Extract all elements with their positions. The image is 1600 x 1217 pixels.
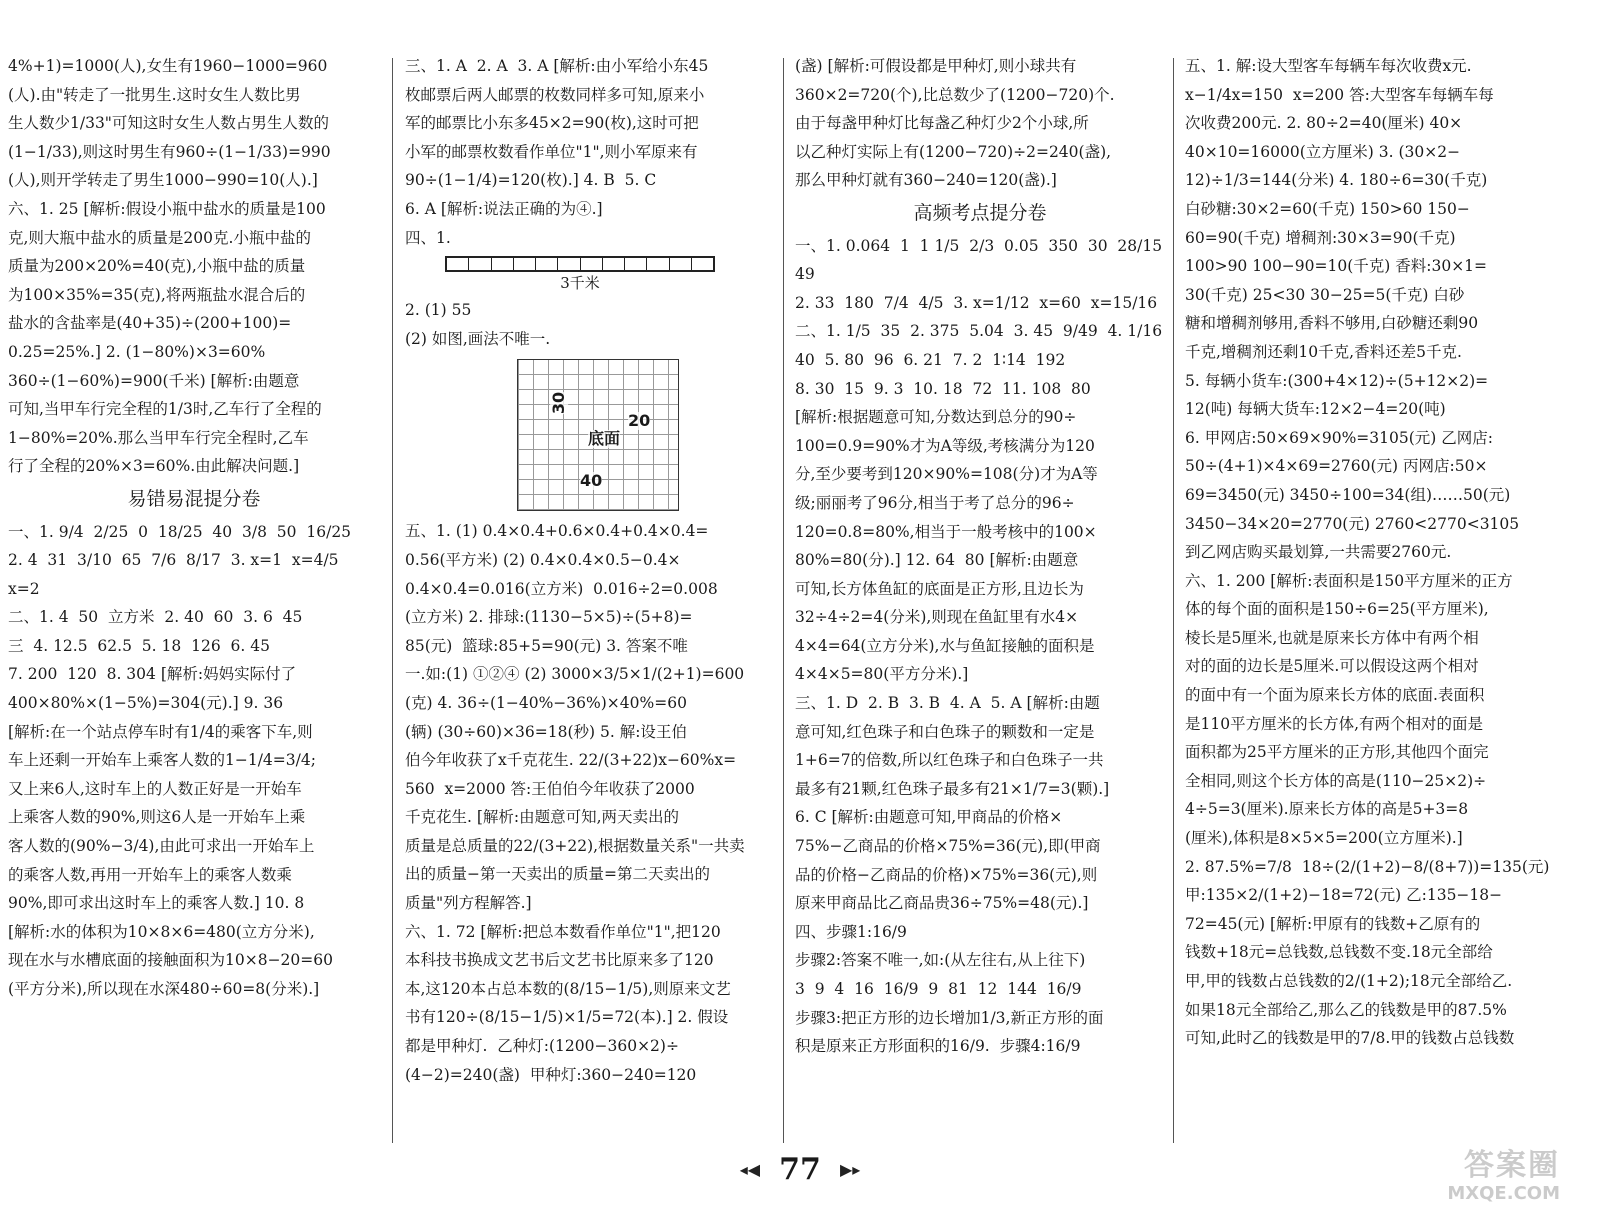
scale-bar-label: 3千米 (560, 274, 600, 293)
text-line: 六、1. 72 [解析:把总本数看作单位"1",把120 (405, 922, 721, 941)
text-line: 可知,此时乙的钱数是甲的7/8.甲的钱数占总钱数 (1185, 1029, 1515, 1048)
text-line: 5. 每辆小货车:(300+4×12)÷(5+12×2)= (1185, 371, 1489, 390)
section-heading: 易错易混提分卷 (127, 487, 261, 510)
text-line: x=2 (8, 579, 40, 598)
text-line: 400×80%×(1−5%)=304(元).] 9. 36 (8, 694, 284, 713)
text-line: 出的质量−第一天卖出的质量=第二天卖出的 (405, 865, 710, 884)
text-line: 五、1. 解:设大型客车每辆车每次收费x元. (1185, 57, 1472, 75)
grid-label: 20 (628, 411, 651, 431)
text-line: 的乘客人数,再用一开始车上的乘客人数乘 (8, 865, 292, 884)
text-line: [解析:根据题意可知,分数达到总分的90÷ (795, 408, 1077, 427)
text-line: (平方分米),所以现在水深480÷60=8(分米).] (8, 980, 320, 998)
text-line: 质量"列方程解答.] (405, 894, 532, 913)
text-line: 品的价格−乙商品的价格)×75%=36(元),则 (795, 865, 1098, 884)
text-line: 0.4×0.4=0.016(立方米) 0.016÷2=0.008 (405, 579, 718, 598)
text-line: 棱长是5厘米,也就是原来长方体中有两个相 (1185, 628, 1479, 647)
scale-bar-figure (445, 256, 715, 294)
text-line: 40 5. 80 96 6. 21 7. 2 1∶14 192 (795, 350, 1066, 369)
text-line: 7. 200 120 8. 304 [解析:妈妈实际付了 (8, 665, 297, 684)
text-line: 客人数的(90%−3/4),由此可求出一开始车上 (8, 837, 315, 856)
text-line: 30(千克) 25<30 30−25=5(千克) 白砂 (1185, 285, 1465, 304)
text-line: 以乙种灯实际上有(1200−720)÷2=240(盏), (795, 142, 1112, 161)
text-line: 四、步骤1:16/9 (795, 922, 907, 941)
text-line: 4×4=64(立方分米),水与鱼缸接触的面积是 (795, 636, 1095, 655)
text-line: 现在水与水槽底面的接触面积为10×8−20=60 (8, 951, 333, 970)
text-line: 3450−34×20=2770(元) 2760<2770<3105 (1185, 514, 1520, 533)
text-line: 69=3450(元) 3450÷100=34(组)……50(元) (1185, 485, 1511, 504)
grid-label: 底面 (588, 429, 621, 449)
col2-lines-2 (405, 517, 775, 1089)
text-line: 面积都为25平方厘米的正方形,其他四个面完 (1185, 743, 1489, 762)
column-divider (1173, 58, 1174, 1143)
text-line: 是110平方厘米的长方体,有两个相对的面是 (1185, 714, 1484, 733)
text-line: 120=0.8=80%,相当于一般考核中的100× (795, 522, 1097, 541)
text-line: 糖和增稠剂够用,香料不够用,白砂糖还剩90 (1185, 314, 1479, 333)
text-line: 三 4. 12.5 62.5 5. 18 126 6. 45 (8, 636, 270, 655)
text-line: 一、1. 0.064 1 1 1/5 2/3 0.05 350 30 28/15 49 (795, 236, 1172, 284)
text-line: 4×4×5=80(平方分米).] (795, 665, 969, 684)
text-line: 克,则大瓶中盐水的质量是200克.小瓶中盐的 (8, 228, 311, 247)
text-line: (盏) [解析:可假设都是甲种灯,则小球共有 (795, 57, 1077, 75)
text-line: (1−1/33),则这时男生有960÷(1−1/33)=990 (8, 142, 331, 161)
text-line: 五、1. (1) 0.4×0.4+0.6×0.4+0.4×0.4= (405, 522, 709, 541)
section-heading: 高频考点提分卷 (913, 201, 1047, 224)
text-line: 100=0.9=90%才为A等级,考核满分为120 (795, 436, 1095, 455)
text-line: 又上来6人,这时车上的人数正好是一开始车 (8, 779, 302, 798)
text-line: 对的面的边长是5厘米.可以假设这两个相对 (1185, 657, 1479, 676)
column-2 (405, 52, 775, 1142)
text-line: 360×2=720(个),比总数少了(1200−720)个. (795, 85, 1115, 104)
text-line: 32÷4÷2=4(分米),则现在鱼缸里有水4× (795, 608, 1079, 627)
text-line: (辆) (30÷60)×36=18(秒) 5. 解:设王伯 (405, 722, 687, 741)
text-line: 二、1. 1/5 35 2. 375 5.04 3. 45 9/49 4. 1/16 (795, 322, 1163, 341)
text-line: 6. C [解析:由题意可知,甲商品的价格× (795, 808, 1063, 827)
grid-label: 40 (580, 471, 603, 491)
text-line: 80%=80(分).] 12. 64 80 [解析:由题意 (795, 551, 1079, 570)
text-line: 车上还剩一开始车上乘客人数的1−1/4=3/4; (8, 751, 316, 770)
column-3 (795, 52, 1172, 1142)
col2-lines-mid (405, 296, 775, 353)
text-line: 白砂糖:30×2=60(千克) 150>60 150− (1185, 199, 1470, 218)
text-line: 40×10=16000(立方厘米) 3. (30×2− (1185, 142, 1461, 161)
text-line: 3 9 4 16 16/9 9 81 12 144 16/9 (795, 980, 1082, 998)
text-line: 6. A [解析:说法正确的为④.] (405, 199, 603, 218)
grid-label: 30 (549, 392, 569, 415)
text-line: 伯今年收获了x千克花生. 22/(3+22)x−60%x= (405, 751, 737, 770)
text-line: 2. 87.5%=7/8 18÷(2/(1+2)−8/(8+7))=135(元) (1185, 857, 1550, 876)
column-divider (783, 58, 784, 1143)
col3-lines (795, 52, 1165, 195)
text-line: 步骤2:答案不唯一,如:(从左往右,从上往下) (795, 951, 1086, 970)
text-line: 为100×35%=35(克),将两瓶盐水混合后的 (8, 285, 306, 304)
text-line: 1+6=7的倍数,所以红色珠子和白色珠子一共 (795, 751, 1104, 770)
col3-lines-2 (795, 232, 1172, 1061)
text-line: 12(吨) 每辆大货车:12×2−4=20(吨) (1185, 400, 1446, 419)
text-line: 质量是总质量的22/(3+22),根据数量关系"一共卖 (405, 836, 745, 855)
col4-lines (1185, 52, 1560, 1053)
text-line: 行了全程的20%×3=60%.由此解决问题.] (8, 457, 300, 476)
text-line: 72=45(元) [解析:甲原有的钱数+乙原有的 (1185, 914, 1481, 933)
text-line: 2. 33 180 7/4 4/5 3. x=1/12 x=60 x=15/16 (795, 293, 1158, 312)
text-line: 90%,即可求出这时车上的乘客人数.] 10. 8 (8, 894, 305, 913)
text-line: 到乙网店购买最划算,一共需要2760元. (1185, 543, 1452, 562)
scale-bar (445, 256, 715, 272)
text-line: 千克花生. [解析:由题意可知,两天卖出的 (405, 808, 680, 827)
text-line: 三、1. D 2. B 3. B 4. A 5. A [解析:由题 (795, 694, 1100, 713)
text-line: 千克,增稠剂还剩10千克,香料还差5千克. (1185, 342, 1462, 361)
watermark-logo: 答案圈 (1464, 1148, 1560, 1183)
text-line: [解析:水的体积为10×8×6=480(立方分米), (8, 922, 315, 941)
text-line: 生人数少1/33"可知这时女生人数占男生人数的 (8, 114, 329, 133)
text-line: 书有120÷(8/15−1/5)×1/5=72(本).] 2. 假设 (405, 1008, 729, 1027)
text-line: 60=90(千克) 增稠剂:30×3=90(千克) (1185, 228, 1456, 247)
text-line: (立方米) 2. 排球:(1130−5×5)÷(5+8)= (405, 608, 693, 627)
grid-net-figure (517, 359, 679, 511)
text-line: (人),则开学转走了男生1000−990=10(人).] (8, 171, 318, 190)
text-line: 可知,长方体鱼缸的底面是正方形,且边长为 (795, 579, 1084, 598)
text-line: 都是甲种灯. 乙种灯:(1200−360×2)÷ (405, 1037, 679, 1056)
text-line: (2) 如图,画法不唯一. (405, 329, 551, 348)
text-line: (克) 4. 36÷(1−40%−36%)×40%=60 (405, 693, 687, 712)
text-line: 四、1. (405, 228, 451, 247)
text-line: 军的邮票比小东多45×2=90(枚),这时可把 (405, 114, 699, 133)
text-line: [解析:在一个站点停车时有1/4的乘客下车,则 (8, 722, 313, 741)
text-line: 由于每盏甲种灯比每盏乙种灯少2个小球,所 (795, 114, 1089, 133)
text-line: 质量为200×20%=40(克),小瓶中盐的质量 (8, 257, 306, 276)
text-line: x−1/4x=150 x=200 答:大型客车每辆车每 (1185, 85, 1494, 104)
text-line: 560 x=2000 答:王伯伯今年收获了2000 (405, 779, 695, 798)
text-line: 上乘客人数的90%,则这6人是一开始车上乘 (8, 808, 306, 827)
next-arrow-icon: ▶▸ (839, 1160, 861, 1179)
text-line: 一.如:(1) ①②④ (2) 3000×3/5×1/(2+1)=600 (405, 665, 745, 684)
text-line: 三、1. A 2. A 3. A [解析:由小军给小东45 (405, 57, 709, 75)
text-line: 6. 甲网店:50×69×90%=3105(元) 乙网店: (1185, 428, 1493, 447)
text-line: 体的每个面的面积是150÷6=25(平方厘米), (1185, 600, 1489, 619)
text-line: 2. 4 31 3/10 65 7/6 8/17 3. x=1 x=4/5 (8, 551, 339, 570)
text-line: 积是原来正方形面积的16/9. 步骤4:16/9 (795, 1037, 1081, 1056)
text-line: 本科技书换成文艺书后文艺书比原来多了120 (405, 951, 714, 970)
column-1 (8, 52, 380, 1142)
text-line: (4−2)=240(盏) 甲种灯:360−240=120 (405, 1065, 697, 1084)
text-line: 0.25=25%.] 2. (1−80%)×3=60% (8, 342, 266, 361)
text-line: (人).由"转走了一批男生.这时女生人数比男 (8, 85, 301, 104)
text-line: 步骤3:把正方形的边长增加1/3,新正方形的面 (795, 1008, 1104, 1027)
text-line: (厘米),体积是8×5×5=200(立方厘米).] (1185, 829, 1463, 848)
text-line: 级;丽丽考了96分,相当于考了总分的96÷ (795, 493, 1075, 512)
text-line: 六、1. 25 [解析:假设小瓶中盐水的质量是100 (8, 199, 326, 218)
text-line: 六、1. 200 [解析:表面积是150平方厘米的正方 (1185, 571, 1513, 590)
text-line: 意可知,红色珠子和白色珠子的颗数和一定是 (795, 722, 1095, 741)
text-line: 如果18元全部给乙,那么乙的钱数是甲的87.5% (1185, 1000, 1507, 1019)
watermark (1340, 1149, 1560, 1209)
page-number: 77 (779, 1152, 821, 1187)
text-line: 4÷5=3(厘米).原来长方体的高是5+3=8 (1185, 800, 1469, 819)
text-line: 一、1. 9/4 2/25 0 18/25 40 3/8 50 16/25 (8, 522, 352, 541)
column-4 (1185, 52, 1560, 1142)
text-line: 的面中有一个面为原来长方体的底面.表面积 (1185, 686, 1485, 705)
col1-lines (8, 52, 380, 481)
text-line: 枚邮票后两人邮票的枚数同样多可知,原来小 (405, 85, 705, 104)
text-line: 85(元) 篮球:85+5=90(元) 3. 答案不唯 (405, 636, 688, 655)
text-line: 次收费200元. 2. 80÷2=40(厘米) 40× (1185, 114, 1463, 133)
text-line: 最多有21颗,红色珠子最多有21×1/7=3(颗).] (795, 779, 1110, 798)
text-line: 1−80%=20%.那么当甲车行完全程时,乙车 (8, 428, 309, 447)
text-line: 本,这120本占总本数的(8/15−1/5),则原来文艺 (405, 979, 731, 998)
text-line: 75%−乙商品的价格×75%=36(元),即(甲商 (795, 837, 1101, 856)
text-line: 360÷(1−60%)=900(千米) [解析:由题意 (8, 371, 300, 390)
text-line: 钱数+18元=总钱数,总钱数不变.18元全部给 (1185, 943, 1493, 962)
text-line: 0.56(平方米) (2) 0.4×0.4×0.5−0.4× (405, 550, 681, 569)
text-line: 100>90 100−90=10(千克) 香料:30×1= (1185, 257, 1488, 276)
text-line: 小军的邮票枚数看作单位"1",则小军原来有 (405, 142, 698, 161)
text-line: 全相同,则这个长方体的高是(110−25×2)÷ (1185, 771, 1487, 790)
text-line: 90÷(1−1/4)=120(枚).] 4. B 5. C (405, 171, 657, 190)
text-line: 分,至少要考到120×90%=108(分)才为A等 (795, 465, 1098, 484)
column-divider (392, 58, 393, 1143)
text-line: 50÷(4+1)×4×69=2760(元) 丙网店:50× (1185, 457, 1488, 476)
col1-lines-2 (8, 518, 380, 1004)
text-line: 4%+1)=1000(人),女生有1960−1000=960 (8, 57, 328, 75)
text-line: 可知,当甲车行完全程的1/3时,乙车行了全程的 (8, 400, 322, 419)
prev-arrow-icon: ◂◀ (739, 1160, 761, 1179)
col2-lines (405, 52, 775, 252)
text-line: 甲,甲的钱数占总钱数的2/(1+2);18元全部给乙. (1185, 972, 1513, 990)
text-line: 原来甲商品比乙商品贵36÷75%=48(元).] (795, 894, 1089, 913)
text-line: 12)÷1/3=144(分米) 4. 180÷6=30(千克) (1185, 171, 1488, 190)
text-line: 盐水的含盐率是(40+35)÷(200+100)= (8, 314, 292, 333)
watermark-url: MXQE.COM (1447, 1183, 1560, 1204)
text-line: 甲:135×2/(1+2)−18=72(元) 乙:135−18− (1185, 886, 1503, 905)
text-line: 2. (1) 55 (405, 301, 472, 320)
text-line: 8. 30 15 9. 3 10. 18 72 11. 108 80 (795, 379, 1091, 398)
text-line: 二、1. 4 50 立方米 2. 40 60 3. 6 45 (8, 608, 303, 627)
text-line: 那么甲种灯就有360−240=120(盏).] (795, 171, 1057, 190)
